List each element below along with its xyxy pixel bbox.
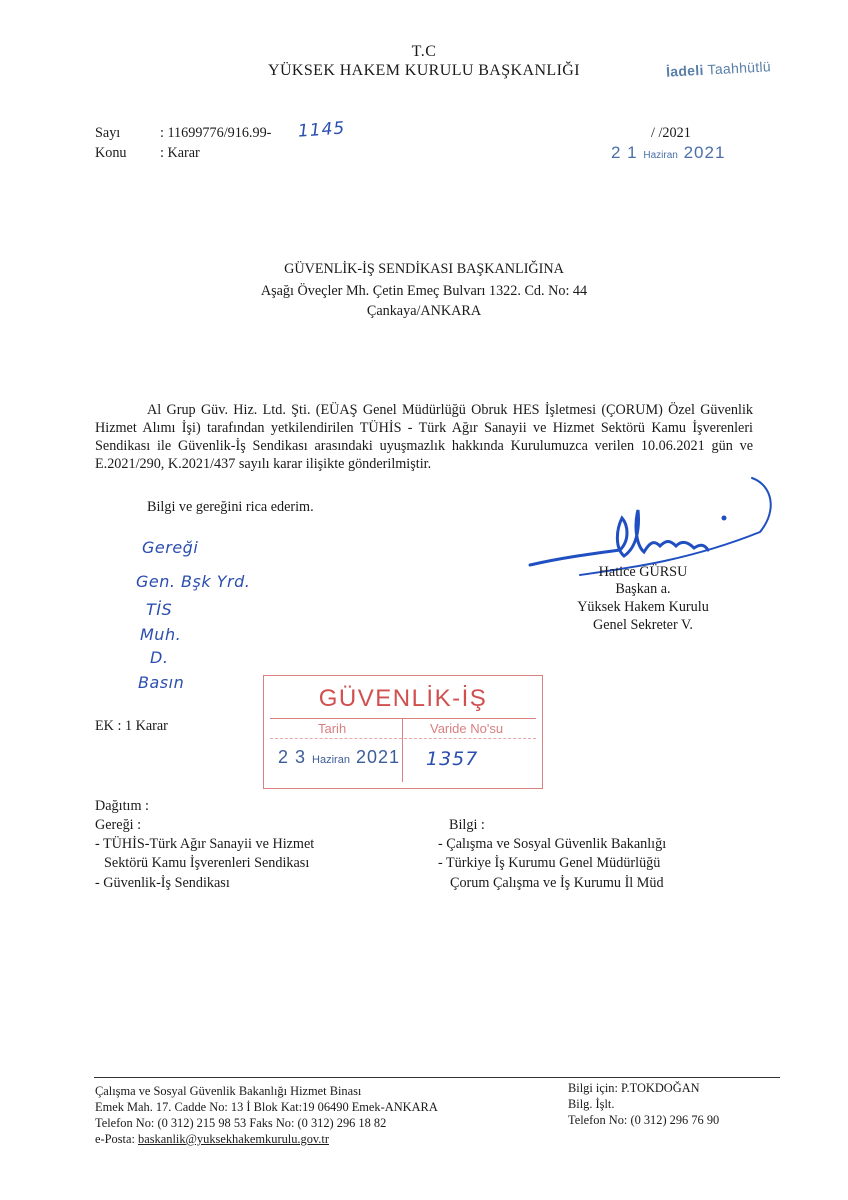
received-stamp bbox=[263, 675, 543, 789]
date-stamp-day: 2 1 bbox=[611, 143, 638, 162]
registered-mail-stamp-bold: İadeli bbox=[665, 61, 705, 80]
received-stamp-day: 2 3 bbox=[278, 747, 307, 767]
date-stamp-year: 2021 bbox=[683, 143, 726, 162]
footer-email-label: e-Posta: bbox=[95, 1132, 139, 1146]
document-date-printed: / /2021 bbox=[651, 125, 691, 141]
received-stamp-subdivider bbox=[270, 738, 536, 739]
handwritten-document-number: 1145 bbox=[297, 118, 346, 142]
signatory-position: Genel Sekreter V. bbox=[593, 617, 693, 633]
konu-value: : Karar bbox=[160, 145, 200, 161]
footer-email-line bbox=[95, 1133, 329, 1145]
addressee-city: Çankaya/ANKARA bbox=[366, 303, 482, 319]
geregi-item-2: - Güvenlik-İş Sendikası bbox=[95, 875, 230, 891]
handwritten-note-6: Basın bbox=[138, 673, 185, 692]
signatory-name: Hatice GÜRSU bbox=[598, 564, 688, 580]
bilgi-item-1: - Çalışma ve Sosyal Güvenlik Bakanlığı bbox=[438, 836, 667, 852]
konu-label: Konu bbox=[95, 145, 127, 161]
header-institution: YÜKSEK HAKEM KURULU BAŞKANLIĞI bbox=[268, 62, 580, 79]
geregi-label: Gereği : bbox=[95, 817, 142, 833]
footer-contact-phone: Telefon No: (0 312) 296 76 90 bbox=[568, 1113, 720, 1127]
received-stamp-year: 2021 bbox=[355, 747, 401, 767]
geregi-item-1: - TÜHİS-Türk Ağır Sanayii ve Hizmet bbox=[95, 836, 315, 852]
footer-address: Emek Mah. 17. Cadde No: 13 İ Blok Kat:19 06490 Emek-ANKARA bbox=[95, 1100, 438, 1114]
bilgi-label: Bilgi : bbox=[449, 817, 485, 833]
closing-line: Bilgi ve gereğini rica ederim. bbox=[147, 499, 314, 515]
received-stamp-divider bbox=[270, 718, 536, 719]
received-stamp-number: 1357 bbox=[426, 748, 479, 770]
document-date-stamp bbox=[611, 144, 725, 161]
distribution-label: Dağıtım : bbox=[95, 798, 149, 814]
attachment-line: EK : 1 Karar bbox=[95, 718, 168, 734]
signatory-institution: Yüksek Hakem Kurulu bbox=[577, 599, 709, 615]
body-paragraph: Al Grup Güv. Hiz. Ltd. Şti. (EÜAŞ Genel Müdürlüğü Obruk HES İşletmesi (ÇORUM) Özel Güvenlik Hizmet Alımı İşi) tarafından yetkilendirilen TÜHİS - Türk Ağır Sanayii ve Hizmet Sektörü Kamu İşverenleri Sendikası ile Güvenlik-İş Sendikası arasındaki uyuşmazlık hakkında Kurulumuzca verilen 10.06.2021 gün ve E.2021/290, K.2021/437 sayılı karar ilişikte gönderilmiştir. bbox=[95, 402, 753, 472]
received-stamp-title: GÜVENLİK-İŞ bbox=[318, 685, 488, 712]
received-stamp-number-label: Varide No'su bbox=[430, 721, 504, 736]
received-stamp-column-divider bbox=[402, 718, 403, 782]
bilgi-item-2: - Türkiye İş Kurumu Genel Müdürlüğü bbox=[438, 855, 661, 871]
handwritten-note-4: Muh. bbox=[140, 625, 182, 644]
handwritten-note-2: Gen. Bşk Yrd. bbox=[136, 572, 251, 591]
received-stamp-month: Haziran bbox=[312, 754, 350, 766]
footer-email-link[interactable]: baskanlik@yuksekhakemkurulu.gov.tr bbox=[138, 1132, 329, 1146]
handwritten-note-3: TİS bbox=[146, 600, 173, 619]
bilgi-item-3: Çorum Çalışma ve İş Kurumu İl Müd bbox=[450, 875, 664, 891]
sayi-value: : 11699776/916.99- bbox=[160, 125, 272, 141]
received-stamp-date bbox=[278, 748, 400, 766]
footer-building: Çalışma ve Sosyal Güvenlik Bakanlığı Hizmet Binası bbox=[95, 1084, 362, 1098]
handwritten-note-5: D. bbox=[150, 648, 169, 667]
footer-contact-person: Bilgi için: P.TOKDOĞAN bbox=[568, 1081, 700, 1095]
addressee-name: GÜVENLİK-İŞ SENDİKASI BAŞKANLIĞINA bbox=[284, 261, 564, 277]
footer-contact-role: Bilg. İşlt. bbox=[568, 1097, 615, 1111]
footer-phone-fax: Telefon No: (0 312) 215 98 53 Faks No: (0 312) 296 18 82 bbox=[95, 1116, 387, 1130]
footer-divider bbox=[94, 1077, 780, 1078]
addressee-street: Aşağı Öveçler Mh. Çetin Emeç Bulvarı 1322. Cd. No: 44 bbox=[260, 283, 588, 299]
registered-mail-stamp-rest: Taahhütlü bbox=[703, 58, 772, 78]
geregi-item-1-cont: Sektörü Kamu İşverenleri Sendikası bbox=[104, 855, 310, 871]
received-stamp-date-label: Tarih bbox=[318, 721, 347, 736]
signatory-title: Başkan a. bbox=[615, 581, 671, 597]
date-stamp-month: Haziran bbox=[643, 150, 678, 161]
header-tc: T.C bbox=[411, 43, 437, 60]
handwritten-note-1: Gereği bbox=[142, 538, 199, 557]
sayi-label: Sayı bbox=[95, 125, 121, 141]
